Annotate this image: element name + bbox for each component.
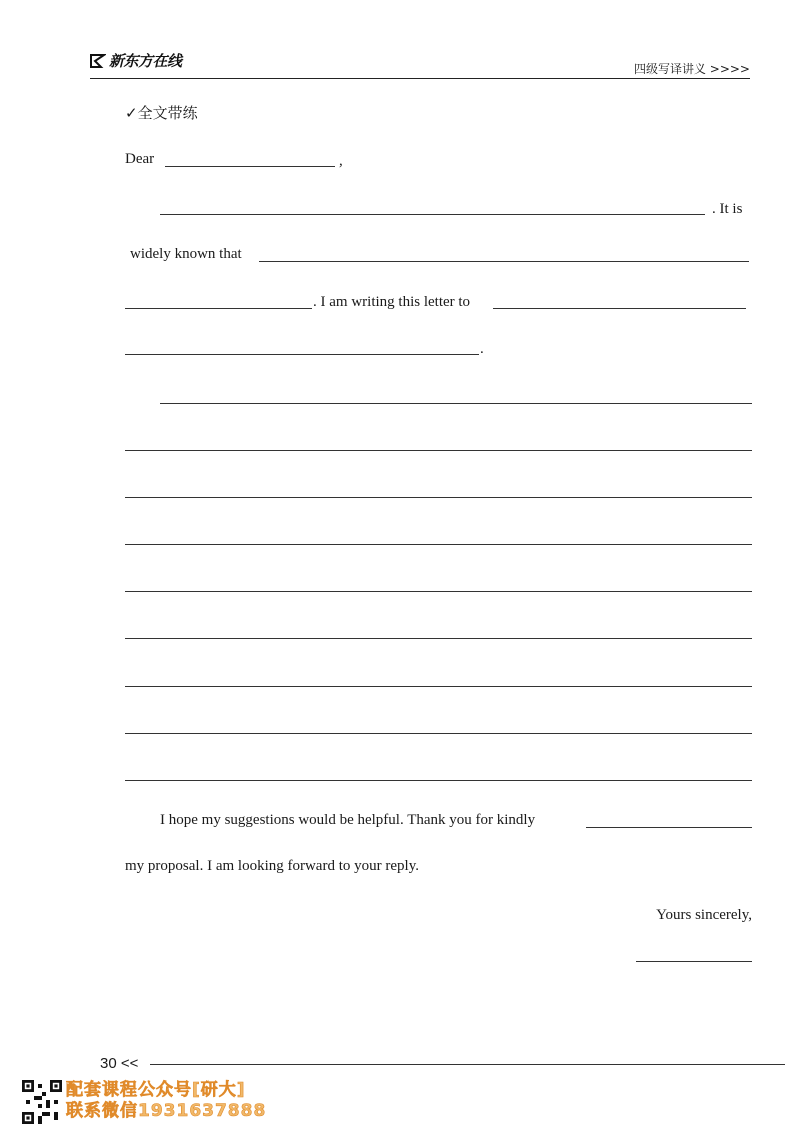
footer-arrows: << (120, 1055, 139, 1072)
body-line[interactable] (160, 403, 752, 404)
recipient-blank[interactable] (165, 166, 335, 167)
purpose-blank[interactable] (493, 308, 746, 309)
opening-blank[interactable] (160, 214, 705, 215)
qr-code-icon (22, 1080, 62, 1124)
background-blank[interactable] (125, 308, 312, 309)
purpose-text: . I am writing this letter to (313, 294, 471, 310)
widely-known-blank[interactable] (259, 261, 749, 262)
header-lecture-title: 四级写译讲义 >>>> (633, 62, 750, 76)
purpose-continued-blank[interactable] (125, 354, 479, 355)
body-line[interactable] (125, 780, 752, 781)
header-divider (90, 78, 750, 79)
signoff-text: Yours sincerely, (656, 907, 752, 923)
widely-known-text: widely known that (130, 246, 242, 262)
promo-watermark (66, 1080, 266, 1122)
salutation-comma: , (339, 153, 343, 169)
thanks-blank[interactable] (586, 827, 752, 828)
closing-sentence-2: my proposal. I am looking forward to your reply. (125, 858, 419, 874)
logo-mark-icon (90, 53, 106, 69)
body-line[interactable] (125, 591, 752, 592)
watermark-line-1: 配套课程公众号[研大] (66, 1080, 246, 1100)
publisher-logo (90, 50, 182, 71)
line2-end-text: . It is (712, 201, 743, 217)
signature-blank[interactable] (636, 961, 752, 962)
section-title: ✓全文带练 (125, 104, 198, 122)
body-line[interactable] (125, 638, 752, 639)
page-number (100, 1055, 138, 1072)
salutation-text: Dear (125, 151, 155, 167)
body-line[interactable] (125, 733, 752, 734)
body-line[interactable] (125, 544, 752, 545)
body-line[interactable] (125, 450, 752, 451)
line5-period: . (480, 341, 484, 357)
body-line[interactable] (125, 686, 752, 687)
footer-divider (150, 1064, 785, 1065)
watermark-line-2: 联系微信1931637888 (66, 1101, 267, 1121)
page-number-value: 30 (100, 1055, 117, 1072)
body-line[interactable] (125, 497, 752, 498)
closing-sentence: I hope my suggestions would be helpful. Thank you for kindly (160, 812, 536, 828)
logo-text: 新东方在线 (109, 52, 182, 70)
